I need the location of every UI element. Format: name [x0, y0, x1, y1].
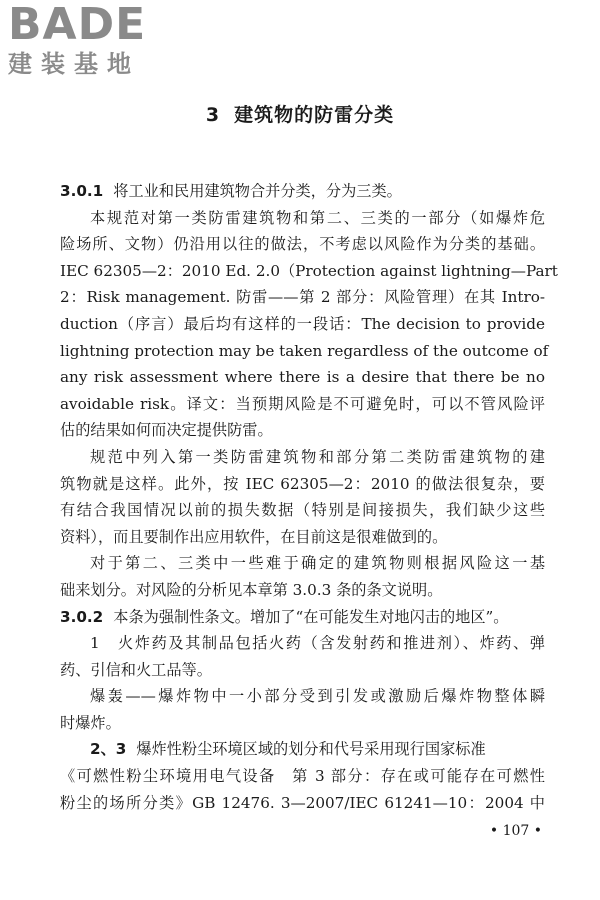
line-text: 本条为强制性条文。增加了“在可能发生对地闪击的地区”。 — [113, 607, 509, 626]
logo-subtitle: 建装基地 — [8, 50, 140, 78]
text-line — [60, 736, 545, 763]
clause-number: 3.0.1 — [60, 182, 104, 200]
chapter-title-text: 建筑物的防雷分类 — [234, 104, 395, 126]
chapter-number: 3 — [205, 104, 221, 126]
text-line: 估的结果如何而决定提供防雷。 — [60, 421, 273, 440]
text-line: 1 火炸药及其制品包括火药（含发射药和推进剂）、炸药、弹 — [90, 634, 545, 653]
text-line: 有结合我国情况以前的损失数据（特别是间接损失，我们缺少这些 — [60, 501, 545, 520]
text-line: 爆轰——爆炸物中一小部分受到引发或激励后爆炸物整体瞬 — [90, 687, 545, 706]
text-line: 础来划分。对风险的分析见本章第 3.0.3 条的条文说明。 — [60, 580, 443, 599]
text-line — [60, 604, 545, 631]
text-line: 筑物就是这样。此外，按 IEC 62305—2：2010 的做法很复杂，要 — [60, 474, 545, 493]
text-line: 对于第二、三类中一些难于确定的建筑物则根据风险这一基 — [90, 554, 545, 573]
body-text — [60, 178, 558, 816]
line-text: 爆炸性粉尘环境区域的划分和代号采用现行国家标准 — [136, 740, 486, 759]
bade-logo — [8, 2, 146, 78]
text-line: 时爆炸。 — [60, 713, 121, 732]
text-line: 《可燃性粉尘环境用电气设备 第 3 部分：存在或可能存在可燃性 — [60, 767, 545, 786]
text-line: 2：Risk management. 防雷——第 2 部分：风险管理）在其 Intro- — [60, 288, 545, 307]
text-line: any risk assessment where there is a desire that there be no — [60, 368, 545, 387]
text-line: 险场所、文物）仍沿用以往的做法，不考虑以风险作为分类的基础。 — [60, 235, 545, 254]
text-line: 规范中列入第一类防雷建筑物和部分第二类防雷建筑物的建 — [90, 447, 545, 466]
line-text: 将工业和民用建筑物合并分类，分为三类。 — [113, 182, 402, 200]
text-line: 药、引信和火工品等。 — [60, 660, 212, 679]
clause-number: 3.0.2 — [60, 607, 104, 626]
text-line: 粉尘的场所分类》GB 12476. 3—2007/IEC 61241—10：2004 中 — [60, 793, 545, 812]
logo-wordmark: BADE — [8, 0, 147, 50]
text-line — [60, 178, 545, 205]
page-number: • 107 • — [489, 823, 542, 839]
text-line: 本规范对第一类防雷建筑物和第二、三类的一部分（如爆炸危 — [90, 208, 545, 227]
text-line: avoidable risk。译文：当预期风险是不可避免时，可以不管风险评 — [60, 394, 545, 413]
text-line: duction（序言）最后均有这样的一段话：The decision to provide — [60, 314, 545, 333]
text-line: 资料），而且要制作出应用软件，在目前这是很难做到的。 — [60, 527, 448, 546]
text-line: lightning protection may be taken regardless of the outcome of — [60, 341, 549, 360]
text-line: IEC 62305—2：2010 Ed. 2.0（Protection against lightning—Part — [60, 261, 558, 280]
chapter-title — [0, 100, 600, 127]
item-number: 2、3 — [90, 740, 127, 759]
